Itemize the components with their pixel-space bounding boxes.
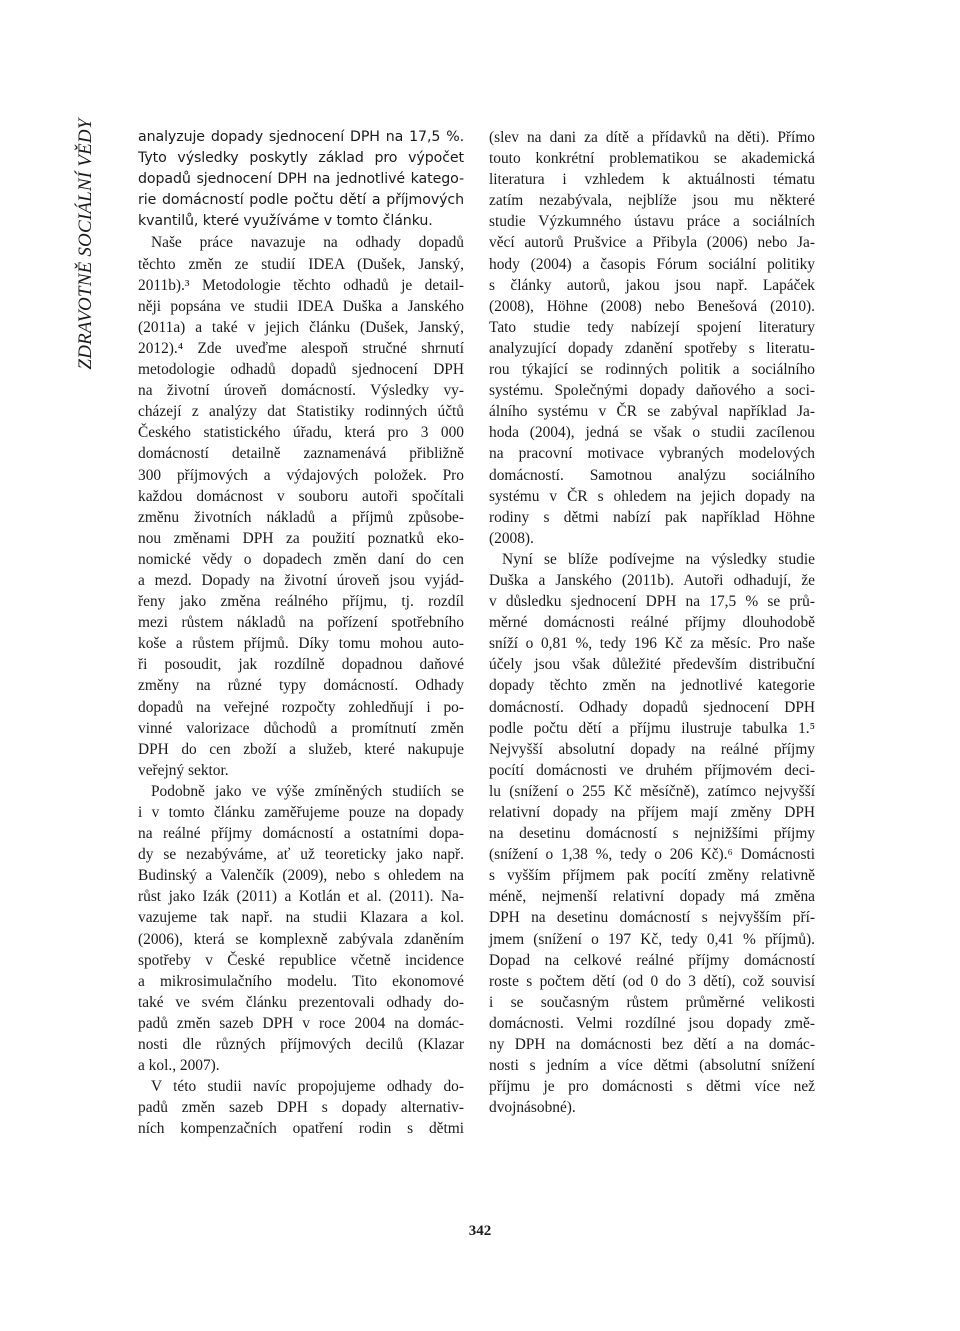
text-line: sníží o 0,81 %, tedy 196 Kč za měsíc. Pro naše [489, 635, 815, 653]
text-line: ních kompenzačních opatření rodin s dětmi [138, 1120, 464, 1138]
text-line: padů změn sazeb DPH v roce 2004 na domác- [138, 1014, 464, 1032]
text-line: a mikrosimulačního modelu. Tito ekonomové [138, 972, 464, 990]
text-line: změny na různé typy domácností. Odhady [138, 677, 464, 695]
text-line: na pracovní motivace vybraných modelových [489, 445, 815, 463]
text-line: Podobně jako ve výše zmíněných studiích se [151, 782, 464, 800]
text-line: koše a růstem příjmů. Díky tomu mohou auto- [138, 635, 464, 653]
text-line: pocítí domácnosti ve druhém příjmovém deci- [489, 761, 815, 779]
text-line: Nyní se blíže podívejme na výsledky studie [502, 550, 815, 568]
text-line: rou týkající se rodinných politik a sociálního [489, 361, 815, 379]
text-line: 2011b).³ Metodologie těchto odhadů je detail- [138, 276, 464, 294]
text-line: Duška a Janského (2011b). Autoři odhadují, že [489, 571, 815, 589]
text-line: kvantilů, které využíváme v tomto článku. [138, 213, 433, 230]
text-line: každou domácnost v souboru autoři spočítali [138, 487, 464, 505]
text-line: i se současným růstem průměrné velikosti [489, 993, 815, 1011]
text-line: álního systému v ČR se zabýval například Ja- [489, 403, 815, 421]
text-line: vinné valorizace důchodů a promítnutí změn [138, 719, 464, 737]
text-line: něji popsána ve studii IDEA Duška a Janského [138, 297, 464, 315]
text-line: jmem (snížení o 197 Kč, tedy 0,41 % příjmů). [489, 930, 815, 948]
text-line: nou změnami DPH za použití poznatků eko- [138, 529, 464, 547]
left-column [138, 127, 464, 1140]
text-line: růst jako Izák (2011) a Kotlán et al. (2011). Na- [138, 888, 464, 906]
text-line: ři posoudit, jak rozdílně dopadnou daňové [138, 656, 464, 674]
text-line: DPH na desetinu domácností s nejvyšším pří- [489, 909, 815, 927]
text-line: systému. Společnými dopady daňového a soci- [489, 382, 815, 400]
text-line: (2011a) a také v jejich článku (Dušek, Janský, [138, 318, 464, 336]
text-line: Nejvyšší absolutní dopady na reálné příjmy [489, 740, 815, 758]
text-line: rie domácností podle počtu dětí a příjmových [138, 192, 464, 209]
text-line: hody (2004) a časopis Fórum sociální politiky [489, 255, 815, 273]
text-line: dvojnásobné). [489, 1099, 576, 1117]
text-line: domácností. Samotnou analýzu sociálního [489, 466, 815, 484]
text-line: na životní úroveň domácností. Výsledky vy- [138, 382, 464, 400]
text-line: spotřeby v České republice včetně incidence [138, 951, 464, 969]
text-line: vazujeme tak např. na studii Klazara a kol. [138, 909, 464, 927]
text-line: a mezd. Dopady na životní úroveň jsou vyjád- [138, 571, 464, 589]
text-line: nosti s jedním a více dětmi (absolutní snížení [489, 1057, 815, 1075]
text-line: studie Výzkumného ústavu práce a sociálních [489, 213, 815, 231]
page-number: 342 [468, 1223, 492, 1239]
text-line: metodologie odhadů dopadů sjednocení DPH [138, 361, 464, 379]
text-line: touto konkrétní problematikou se akademická [489, 150, 815, 168]
running-head [68, 118, 104, 370]
text-line: (2008). [489, 529, 534, 547]
text-line: a kol., 2007). [138, 1057, 220, 1075]
text-line: domácností detailně zaznamenává přibližně [138, 445, 464, 463]
right-column [489, 127, 815, 1118]
text-line: relativní dopady na příjem mají změny DPH [489, 804, 815, 821]
text-line: Budinský a Valenčík (2009), nebo s ohledem na [138, 867, 464, 885]
text-line: domácností. Odhady dopadů sjednocení DPH [489, 698, 815, 716]
text-line: zatím nezabývala, nejblíže jsou mu některé [489, 192, 815, 210]
text-line: podle počtu dětí a příjmu ilustruje tabulka 1.⁵ [489, 719, 815, 737]
text-line: dopady těchto změn na jednotlivé kategorie [489, 677, 815, 695]
text-line: s vyšším příjmem pak pocítí změny relativně [489, 867, 815, 885]
text-line: na desetinu domácností s nejnižšími příjmy [489, 825, 815, 843]
text-line: (slev na dani za dítě a přídavků na děti). Přímo [489, 129, 815, 146]
text-line: domácnosti. Velmi rozdílné jsou dopady změ- [489, 1014, 815, 1032]
text-line: dopadů na veřejné rozpočty zohledňují i po- [138, 698, 464, 716]
text-line: hoda (2004), jedná se však o studii zacílenou [489, 424, 815, 442]
text-line: (snížení o 1,38 %, tedy o 206 Kč).⁶ Domácnosti [489, 846, 815, 864]
text-line: změnu životních nákladů a příjmů způsobe- [138, 508, 464, 526]
text-line: DPH do cen zboží a služeb, které nakupuje [138, 740, 464, 758]
text-line: (2006), která se komplexně zabývala zdaněním [138, 930, 464, 948]
text-line: 2012).⁴ Zde uveďme alespoň stručné shrnutí [138, 339, 464, 357]
text-line: 300 příjmových a výdajových položek. Pro [138, 466, 464, 484]
text-line: dy se nezabýváme, ať už teoreticky jako např. [138, 846, 464, 864]
text-line: (2008), Höhne (2008) nebo Benešová (2010). [489, 297, 815, 315]
text-line: roste s počtem dětí (od 0 do 3 dětí), což souvisí [489, 972, 815, 990]
text-line: rodiny s dětmi nabízí pak například Höhne [489, 508, 815, 526]
text-line: Českého statistického úřadu, která pro 3 000 [138, 424, 464, 442]
text-line: i v tomto článku zaměřujeme pouze na dopady [138, 804, 464, 821]
text-line: literatura i vzhledem k aktuálnosti tématu [489, 171, 815, 189]
text-line: cházejí z analýzy dat Statistiky rodinných účtů [138, 403, 464, 421]
text-line: Naše práce navazuje na odhady dopadů [151, 234, 464, 252]
text-line: také ve svém článku prezentovali odhady do- [138, 993, 464, 1011]
text-line: padů změn sazeb DPH s dopady alternativ- [138, 1099, 464, 1117]
text-line: veřejný sektor. [138, 761, 229, 779]
text-line: účely jsou však důležité především distribuční [489, 656, 815, 674]
text-line: řeny jako změna reálného příjmu, tj. rozdíl [138, 593, 464, 611]
text-line: V této studii navíc propojujeme odhady do- [151, 1078, 464, 1096]
text-line: v důsledku sjednocení DPH na 17,5 % se prů- [489, 593, 815, 611]
text-line: s články autorů, jakou jsou např. Lapáček [489, 276, 815, 294]
text-line: na reálné příjmy domácností a ostatními dopa- [138, 825, 464, 843]
text-line: věcí autorů Prušvice a Přibyla (2006) nebo Ja- [489, 234, 815, 252]
text-line: dopadů sjednocení DPH na jednotlivé katego- [138, 171, 464, 188]
text-line: systému v ČR s ohledem na jejich dopady na [489, 487, 815, 505]
text-line: příjmu je pro domácnosti s dětmi více než [489, 1078, 815, 1096]
text-line: mezi růstem nákladů na pořízení spotřebního [138, 614, 464, 632]
running-head-text: ZDRAVOTNĚ SOCIÁLNÍ VĚDY [75, 118, 96, 370]
text-line: méně, nejmenší relativní dopady má změna [489, 888, 815, 906]
text-line: nomické vědy o dopadech změn daní do cen [138, 550, 464, 568]
text-line: těchto změn ze studií IDEA (Dušek, Janský, [138, 255, 464, 273]
text-line: Tato studie tedy nabízejí spojení literatury [489, 318, 815, 336]
text-line: lu (snížení o 255 Kč měsíčně), zatímco nejvyšší [489, 782, 815, 800]
text-line: analyzuje dopady sjednocení DPH na 17,5 %. [138, 129, 464, 145]
text-line: ny DPH na domácnosti bez dětí a na domác- [489, 1036, 815, 1054]
text-line: nosti dle různých příjmových decilů (Klazar [138, 1036, 464, 1054]
text-line: měrné domácnosti reálné příjmy dlouhodobě [489, 614, 815, 632]
text-line: Dopad na celkové reálné příjmy domácností [489, 951, 815, 969]
text-line: analyzující dopady zdanění spotřeby s literatu- [489, 339, 815, 357]
text-line: Tyto výsledky poskytly základ pro výpočet [138, 150, 464, 167]
